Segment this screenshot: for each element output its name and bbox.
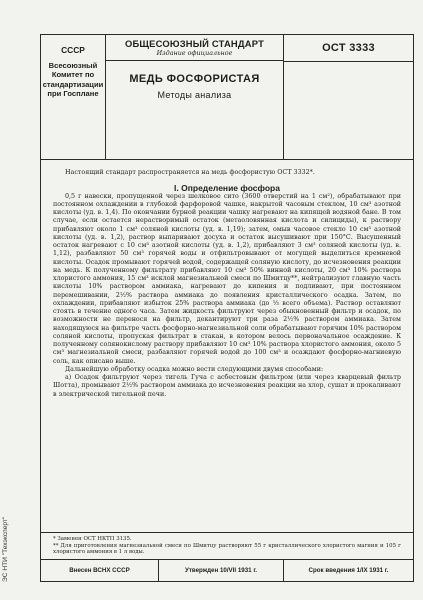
body-text — [41, 159, 413, 399]
issuer-block — [41, 35, 106, 159]
intro-paragraph: Настоящий стандарт распространяется на медь фосфористую ОСТ 3332*. — [65, 169, 315, 176]
document-frame — [40, 34, 414, 582]
side-stamp-text: ЭС НТИ "Техэксперт" — [2, 516, 9, 582]
header — [41, 35, 413, 160]
standard-type-cell — [106, 35, 283, 61]
footnote: ** Для приготовления магнезиальной смеси по Шмитцу растворяют 55 г кристаллического хлористого магния и 105 г хлористого аммония в 1 л воды. — [53, 542, 401, 556]
side-stamp — [2, 382, 14, 582]
ost-number: ОСТ 3333 — [322, 42, 375, 54]
section-heading: I. Определение фосфора — [174, 183, 280, 194]
effective-date: Срок введения 1/IX 1931 г. — [308, 567, 389, 574]
document-subtitle: Методы анализа — [157, 90, 232, 100]
body-paragraph: 0,5 г навески, пропущенной через шелковое сито (3600 отверстий на 1 см²), обрабатывают при постоянном охлаждении в глубокой фарфоровой чашке, накрытой часовым стеклом, 10 см³ азотной кислоты (уд. в. 1,4). По окончании бурной реакции чашку нагревают на кипящей водяной бане. В том случае, если остается нерастворимый остаток (метаоловянная кислота и силициды), к раствору прибавляют около 1 см³ соляной кислоты (уд. в. 1,19); затем, омыв часовое стекло 10 см³ азотной кислоты (уд. в. 1,2), раствор выпаривают досуха и остаток высушивают при 150°С. Высушенный остаток нагревают с 10 см³ азотной кислоты (уд. в. 1,2), прибавляют 3 см³ соляной кислоты (уд. в. 1,12), разбавляют 50 см³ горячей воды и отфильтровывают от могущей выделиться кремневой кислоты. Осадок промывают горячей водой, содержащей соляную кислоту, до исчезновения реакции на медь. К полученному фильтрату прибавляют 10 см³ 50% винной кислоты, 20 см³ 10% раствора хлористого аммония, 15 см³ исклой магнезиальной смеси по Шмитцу**, нейтрализуют главную часть кислоты 10% раствором аммиака, нагревают до кипения и подливают, при постоянном перемешивании, 2½% раствора аммиака до появления кристаллического осадка. Затем, по охлаждении, прибавляют избыток 25% раствора аммиака (до ⅓ всего объема). Раствор оставляют стоять в течение одного часа. Затем жидкость фильтруют через обыкновенный фильтр и осадок, по возможности не перенося на фильтр, декантируют три раза 2½% раствором аммиака. Затем находящуюся на фильтре часть фосфорно-магнезиальной соли обрабатывают горячим 10% раствором соляной кислоты, пропуская фильтрат в стакан, в котором велось первоначальное осаждение. К полученному солянокислому раствору прибавляют 10 см³ 10% раствора хлористого аммония, около 5 см³ магнезиальной смеси, разбавляют горячей водой до 100 см³ и осаждают фосфорно-магниевую соль, как описано выше. — [53, 192, 401, 365]
body-paragraph: а) Осадок фильтруют через тигель Гуча с асбестовым фильтром (или через кварцевый фильтр Шотта), промывают 2½% раствором аммиака до исчезновения реакции на хлор, сушат и прокаливают в электрической тигельной печи. — [53, 374, 401, 398]
footnote: * Заменен ОСТ НКТП 3135. — [53, 536, 132, 542]
approval-date: Утвержден 10/VII 1931 г. — [159, 560, 284, 581]
footnotes — [41, 532, 413, 556]
body-paragraph: Дальнейшую обработку осадка можно вести следующими двумя способами: — [65, 365, 324, 373]
title-block — [106, 35, 284, 159]
issuer-line: Комитет по — [51, 70, 95, 80]
edition-note: Издание официальное — [156, 49, 233, 57]
ost-number-cell — [284, 35, 413, 62]
issuer-line: при Госплане — [47, 89, 99, 99]
approval-bar — [41, 559, 413, 581]
issuer-line: стандартизации — [42, 79, 104, 89]
standard-type: ОБЩЕСОЮЗНЫЙ СТАНДАРТ — [124, 38, 264, 49]
issuer-line: Всесоюзный — [48, 60, 98, 70]
issuer-country: СССР — [61, 45, 85, 55]
introduced-by: Внесен ВСНХ СССР — [41, 560, 159, 581]
document-title: МЕДЬ ФОСФОРИСТАЯ — [129, 73, 260, 85]
